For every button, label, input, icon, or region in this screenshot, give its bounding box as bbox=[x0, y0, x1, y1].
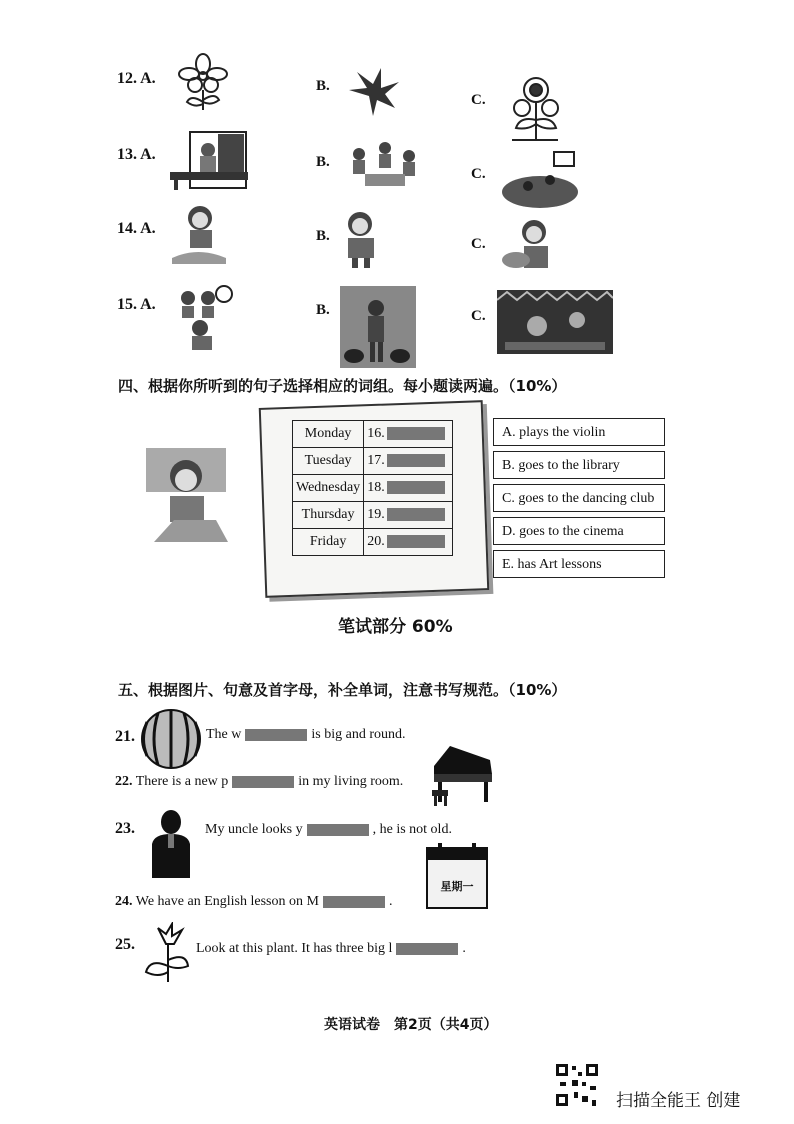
sunflower-picture bbox=[506, 76, 564, 142]
question-25-sentence bbox=[196, 941, 466, 957]
page-footer: 英语试卷 第2页（共4页） bbox=[324, 1017, 498, 1033]
scanner-watermark-label: 扫描全能王 创建 bbox=[616, 1091, 741, 1111]
sentence-end: in my living room. bbox=[298, 774, 404, 789]
choice-c: C. goes to the dancing club bbox=[493, 484, 665, 512]
choice-a: A. plays the violin bbox=[493, 418, 665, 446]
schedule-row-tuesday bbox=[293, 448, 453, 475]
weekly-schedule-table bbox=[292, 420, 453, 556]
answer-blank bbox=[387, 535, 445, 548]
sentence-end: , he is not old. bbox=[372, 822, 452, 837]
basketball-picture bbox=[500, 150, 582, 212]
question-15-option-b: B. bbox=[316, 302, 330, 318]
question-24-number: 24. bbox=[115, 894, 133, 909]
schedule-day: Monday bbox=[293, 421, 364, 448]
written-section-title: 笔试部分 60% bbox=[338, 617, 453, 637]
sentence-start: There is a new p bbox=[135, 774, 229, 789]
schedule-day: Friday bbox=[293, 529, 364, 556]
sentence-start: My uncle looks y bbox=[205, 822, 303, 837]
question-13-option-b: B. bbox=[316, 154, 330, 170]
question-21-number: 21. bbox=[115, 728, 135, 745]
answer-blank bbox=[387, 427, 445, 440]
schedule-day: Tuesday bbox=[293, 448, 364, 475]
question-14-option-c: C. bbox=[471, 236, 486, 252]
young-man-picture bbox=[148, 808, 194, 878]
answer-blank-22[interactable] bbox=[232, 776, 294, 788]
schedule-row-friday bbox=[293, 529, 453, 556]
question-12-label: 12. A. bbox=[117, 70, 156, 87]
flower-picture bbox=[175, 52, 231, 112]
answer-blank-25[interactable] bbox=[396, 943, 458, 955]
schedule-answer-19[interactable] bbox=[364, 502, 453, 529]
question-15-option-c: C. bbox=[471, 308, 486, 324]
schedule-number: 18. bbox=[367, 480, 385, 495]
watermelon-picture bbox=[140, 708, 202, 770]
girl-reading-picture bbox=[144, 446, 234, 546]
answer-blank-21[interactable] bbox=[245, 729, 307, 741]
girl-with-cake-picture bbox=[500, 216, 556, 278]
question-21-sentence bbox=[206, 727, 406, 743]
question-15-label: 15. A. bbox=[117, 296, 156, 313]
question-12-option-c: C. bbox=[471, 92, 486, 108]
choice-b: B. goes to the library bbox=[493, 451, 665, 479]
schedule-answer-17[interactable] bbox=[364, 448, 453, 475]
choice-e: E. has Art lessons bbox=[493, 550, 665, 578]
schedule-answer-18[interactable] bbox=[364, 475, 453, 502]
answer-blank-24[interactable] bbox=[323, 896, 385, 908]
sentence-start: We have an English lesson on M bbox=[135, 894, 319, 909]
qr-code-icon bbox=[554, 1062, 600, 1108]
sentence-start: The w bbox=[206, 727, 242, 742]
question-13-label: 13. A. bbox=[117, 146, 156, 163]
piano-picture bbox=[430, 742, 496, 808]
sentence-start: Look at this plant. It has three big l bbox=[196, 941, 393, 956]
question-12-option-b: B. bbox=[316, 78, 330, 94]
question-23-sentence bbox=[205, 822, 452, 838]
question-22-number: 22. bbox=[115, 774, 133, 789]
child-at-desk-picture bbox=[168, 128, 250, 192]
leafy-plant-picture bbox=[345, 66, 400, 118]
schedule-row-monday bbox=[293, 421, 453, 448]
answer-blank bbox=[387, 454, 445, 467]
schedule-answer-16[interactable] bbox=[364, 421, 453, 448]
question-25-number: 25. bbox=[115, 936, 135, 953]
question-22-sentence bbox=[115, 774, 403, 790]
schedule-number: 19. bbox=[367, 507, 385, 522]
schedule-day: Thursday bbox=[293, 502, 364, 529]
question-14-label: 14. A. bbox=[117, 220, 156, 237]
calendar-picture bbox=[424, 842, 490, 910]
man-with-dogs-picture bbox=[340, 286, 416, 368]
schedule-day: Wednesday bbox=[293, 475, 364, 502]
answer-blank-23[interactable] bbox=[307, 824, 369, 836]
choice-d: D. goes to the cinema bbox=[493, 517, 665, 545]
sentence-end: . bbox=[462, 941, 466, 956]
question-14-option-b: B. bbox=[316, 228, 330, 244]
schedule-number: 16. bbox=[367, 426, 385, 441]
question-13-option-c: C. bbox=[471, 166, 486, 182]
children-playing-picture bbox=[345, 140, 421, 192]
sentence-end: . bbox=[388, 894, 393, 909]
night-scene-picture bbox=[497, 290, 613, 354]
schedule-row-wednesday bbox=[293, 475, 453, 502]
kids-dancing-picture bbox=[174, 284, 244, 354]
section-4-heading: 四、根据你所听到的句子选择相应的词组。每小题读两遍。（10%） bbox=[118, 377, 567, 395]
calendar-text: 星期一 bbox=[440, 880, 474, 893]
schedule-number: 17. bbox=[367, 453, 385, 468]
girl-eating-picture bbox=[338, 208, 388, 270]
answer-blank bbox=[387, 508, 445, 521]
question-24-sentence bbox=[115, 894, 392, 910]
lily-plant-picture bbox=[142, 922, 190, 984]
girl-playing-picture bbox=[168, 200, 230, 266]
sentence-end: is big and round. bbox=[311, 727, 406, 742]
schedule-number: 20. bbox=[367, 534, 385, 549]
question-23-number: 23. bbox=[115, 820, 135, 837]
answer-blank bbox=[387, 481, 445, 494]
section-5-heading: 五、根据图片、句意及首字母，补全单词，注意书写规范。（10%） bbox=[118, 681, 567, 699]
schedule-row-thursday bbox=[293, 502, 453, 529]
schedule-answer-20[interactable] bbox=[364, 529, 453, 556]
